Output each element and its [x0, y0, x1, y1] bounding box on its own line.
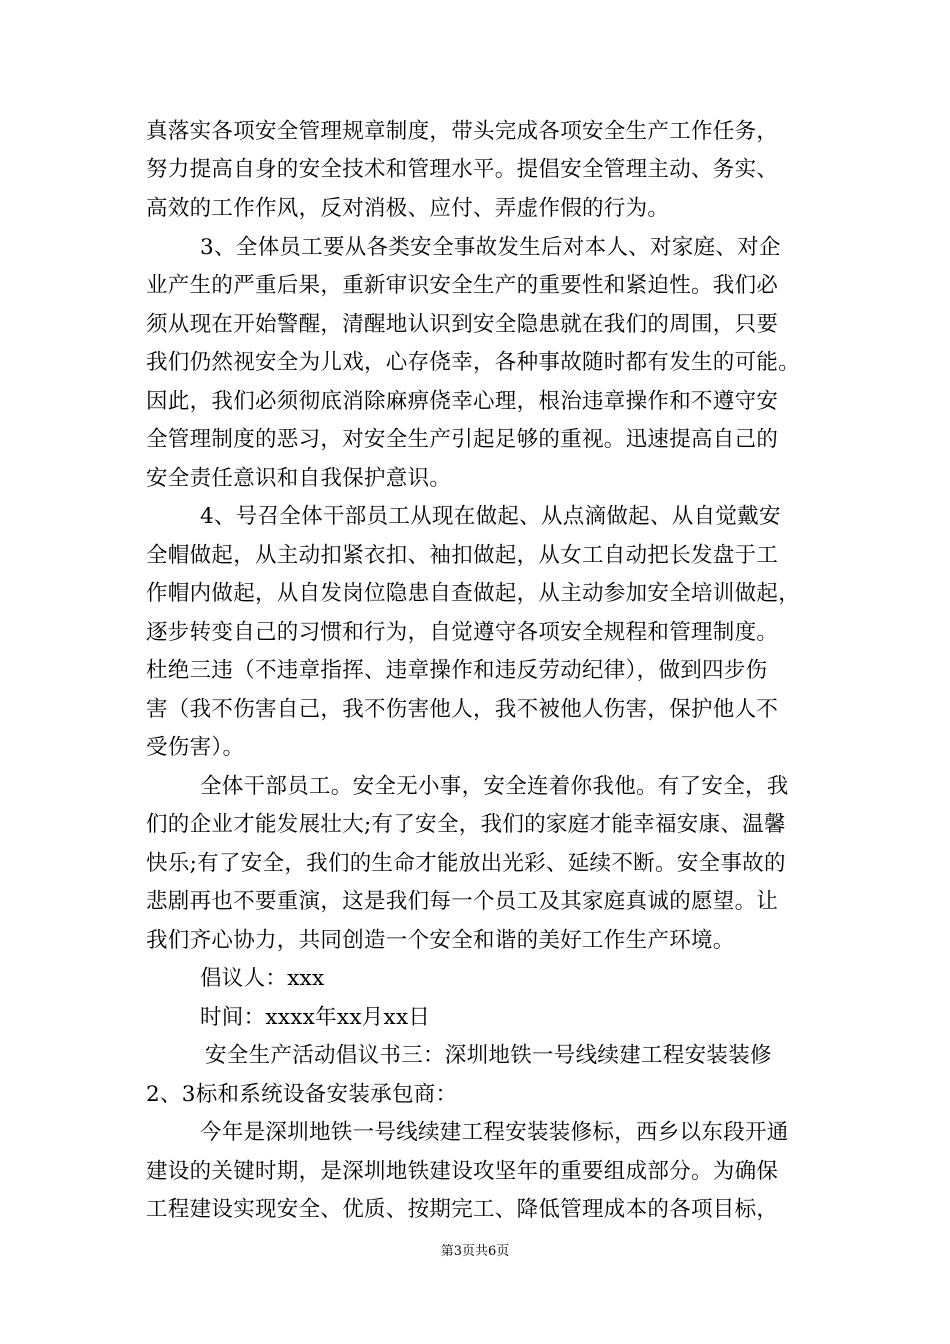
page-footer: [0, 1243, 950, 1261]
text-line: 受伤害）。: [146, 735, 245, 760]
text-line: 我们齐心协力，共同创造一个安全和谐的美好工作生产环境。: [146, 928, 735, 953]
text-line: 们的企业才能发展壮大;有了安全，我们的家庭才能幸福安康、温馨: [146, 812, 786, 837]
text-line: 全管理制度的恶习，对安全生产引起足够的重视。迅速提高自己的: [146, 427, 779, 452]
text-line: 须从现在开始警醒，清醒地认识到安全隐患就在我们的周围，只要: [146, 312, 779, 337]
text-line: 因此，我们必须彻底消除麻痹侥幸心理，根治违章操作和不遵守安: [146, 389, 779, 414]
text-line: 我们仍然视安全为儿戏，心存侥幸，各种事故随时都有发生的可能。: [146, 350, 801, 375]
text-line: 4、号召全体干部员工从现在做起、从点滴做起、从自觉戴安: [200, 504, 781, 529]
text-line: 工程建设实现安全、优质、按期完工、降低管理成本的各项目标，: [146, 1197, 779, 1222]
text-line: 3、全体员工要从各类安全事故发生后对本人、对家庭、对企: [200, 235, 781, 260]
text-line: 悲剧再也不要重演，这是我们每一个员工及其家庭真诚的愿望。让: [146, 889, 779, 914]
section-heading: 安全生产活动倡议书三：深圳地铁一号线续建工程安装装修: [205, 1043, 772, 1068]
text-line: 全体干部员工。安全无小事，安全连着你我他。有了安全，我: [200, 774, 789, 799]
text-line: 业产生的严重后果，重新审识安全生产的重要性和紧迫性。我们必: [146, 273, 779, 298]
text-line: 安全责任意识和自我保护意识。: [146, 466, 452, 491]
text-line: 今年是深圳地铁一号线续建工程安装装修标，西乡以东段开通: [200, 1120, 789, 1145]
date-line: 时间：xxxx年xx月xx日: [200, 1005, 431, 1030]
text-line: 高效的工作作风，反对消极、应付、弄虚作假的行为。: [146, 196, 670, 221]
text-line: 全帽做起，从主动扣紧衣扣、袖扣做起，从女工自动把长发盘于工: [146, 543, 779, 568]
text-line: 快乐;有了安全，我们的生命才能放出光彩、延续不断。安全事故的: [146, 851, 786, 876]
page-number: 第3页共6页: [440, 1244, 510, 1259]
text-line: 真落实各项安全管理规章制度，带头完成各项安全生产工作任务，: [146, 119, 779, 144]
text-line: 杜绝三违（不违章指挥、违章操作和违反劳动纪律），做到四步伤: [146, 658, 768, 683]
signature-line: 倡议人：xxx: [200, 966, 325, 991]
text-line: 建设的关键时期，是深圳地铁建设攻坚年的重要组成部分。为确保: [146, 1159, 779, 1184]
text-line: 逐步转变自己的习惯和行为，自觉遵守各项安全规程和管理制度。: [146, 620, 779, 645]
text-line: 作帽内做起，从自发岗位隐患自查做起，从主动参加安全培训做起，: [146, 581, 801, 606]
text-line: 害（我不伤害自己，我不伤害他人，我不被他人伤害，保护他人不: [146, 697, 779, 722]
text-line: 努力提高自身的安全技术和管理水平。提倡安全管理主动、务实、: [146, 157, 779, 182]
text-line: 2、3标和系统设备安装承包商：: [146, 1082, 458, 1107]
